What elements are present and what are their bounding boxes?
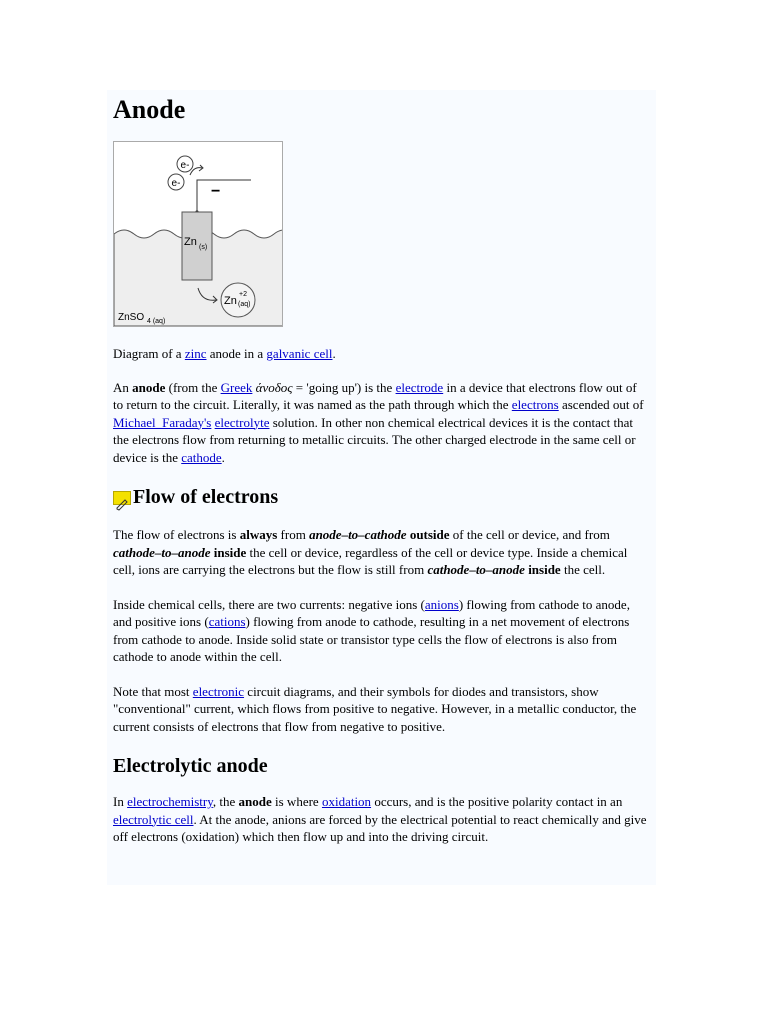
flow-text: The flow of electrons is [113, 527, 240, 542]
flow-text: of the cell or device, and from [449, 527, 610, 542]
link-greek[interactable]: Greek [220, 379, 253, 395]
figure-caption [113, 345, 650, 363]
flow-text: ) flowing from cathode to anode, and positive ions ( [113, 596, 630, 629]
anode-diagram [113, 141, 283, 327]
flow-text: Inside chemical cells, there are two currents: negative ions ( [113, 596, 425, 612]
link-electronic[interactable]: electronic [192, 683, 245, 699]
flow-text: the cell. [560, 562, 606, 577]
flow-text: Note that most [113, 683, 193, 699]
ion-label: Zn [224, 295, 237, 307]
section-heading-electrolytic-anode: Electrolytic anode [113, 755, 268, 777]
flow-paragraph-1 [113, 526, 650, 579]
section-heading-flow-of-electrons [113, 484, 650, 510]
link-anions[interactable]: anions [424, 596, 459, 612]
term-anode: anode [238, 794, 272, 809]
intro-text: An [113, 379, 133, 395]
edit-pencil-icon[interactable] [113, 491, 131, 505]
flow-text: ) flowing from anode to cathode, resulting in a net movement of electrons from cathode to anode. Inside solid state or transistor type cells the flow of electrons is also from cathode to anode within the cell. [113, 614, 630, 664]
flow-text: from [277, 527, 310, 542]
electrolytic-text: . At the anode, anions are forced by the electrical potential to react chemically and give off electrons (oxidation) which then flow up and into the driving circuit. [113, 811, 647, 844]
intro-paragraph [113, 379, 650, 467]
flow-paragraph-2 [113, 596, 650, 666]
rod-subscript: (s) [199, 244, 208, 251]
link-cations[interactable]: cations [208, 614, 246, 629]
electrolytic-text: In [113, 794, 128, 809]
electron-label-1: e- [180, 160, 190, 171]
link-electrolyte[interactable]: electrolyte [214, 414, 270, 430]
flow-text: the cell or device, regardless of the cell or device type. Inside a chemical cell, ions are carrying the electrons but the flow is still from [113, 544, 628, 577]
caption-text: Diagram of a [113, 346, 185, 361]
intro-text: = 'going up') is the [292, 379, 396, 395]
emphasis-inside: inside [528, 562, 561, 577]
link-cathode[interactable]: cathode [181, 449, 222, 465]
caption-text: . [332, 346, 336, 361]
link-electrons[interactable]: electrons [511, 397, 559, 412]
intro-text: (from the [165, 379, 221, 395]
link-michael-faraday[interactable]: Michael_Faraday's [113, 414, 212, 430]
emphasis-cathode-to-anode: cathode–to–anode [113, 544, 211, 560]
term-anode: anode [132, 379, 166, 395]
flow-paragraph-3 [113, 683, 650, 736]
caption-text: anode in a [206, 346, 267, 361]
intro-text: . [221, 449, 225, 465]
link-electrolytic-cell[interactable]: electrolytic cell [113, 811, 194, 827]
section-heading-text: Flow of electrons [133, 486, 279, 508]
link-electrode[interactable]: electrode [395, 379, 444, 395]
solution-subscript: 4 (aq) [147, 318, 166, 325]
zinc-anode-diagram-graphic [114, 142, 282, 326]
emphasis-cathode-to-anode: cathode–to–anode [427, 562, 525, 577]
emphasis-always: always [239, 527, 278, 542]
page-title: Anode [113, 95, 186, 124]
electrolytic-text: , the [212, 794, 239, 809]
electrolytic-paragraph [113, 793, 650, 846]
link-zinc[interactable]: zinc [184, 346, 207, 361]
link-galvanic-cell[interactable]: galvanic cell [266, 346, 333, 361]
article-page [107, 90, 656, 885]
flow-text: circuit diagrams, and their symbols for diodes and transistors, show "conventional" current, which flows from positive to negative. However, in a metallic conductor, the current consists of electrons that flow from negative to positive. [113, 683, 637, 734]
rod-label: Zn [184, 236, 197, 248]
solution-label: ZnSO [118, 312, 145, 323]
greek-word: άνοδος [255, 379, 293, 395]
intro-text: solution. In other non chemical electrical devices it is the contact that the electrons flow from returning to metallic circuits. The other charged electrode in the same cell or device is the [113, 414, 636, 465]
electrolytic-text: occurs, and is the positive polarity contact in an [371, 794, 623, 809]
link-electrochemistry[interactable]: electrochemistry [127, 794, 213, 809]
wire [197, 180, 251, 212]
ion-superscript: +2 [239, 291, 247, 298]
electron-label-2: e- [171, 178, 181, 189]
emphasis-outside: outside [409, 527, 450, 542]
intro-text: in a device that electrons flow out of to return to the circuit. Literally, it was named as the path through which the [113, 379, 637, 412]
electrolytic-text: is where [271, 794, 322, 809]
minus-sign: − [211, 183, 221, 200]
intro-text: ascended out of [558, 397, 644, 412]
ion-subscript: (aq) [238, 301, 251, 308]
emphasis-anode-to-cathode: anode–to–cathode [309, 527, 407, 542]
link-oxidation[interactable]: oxidation [321, 794, 372, 809]
emphasis-inside: inside [213, 544, 247, 560]
